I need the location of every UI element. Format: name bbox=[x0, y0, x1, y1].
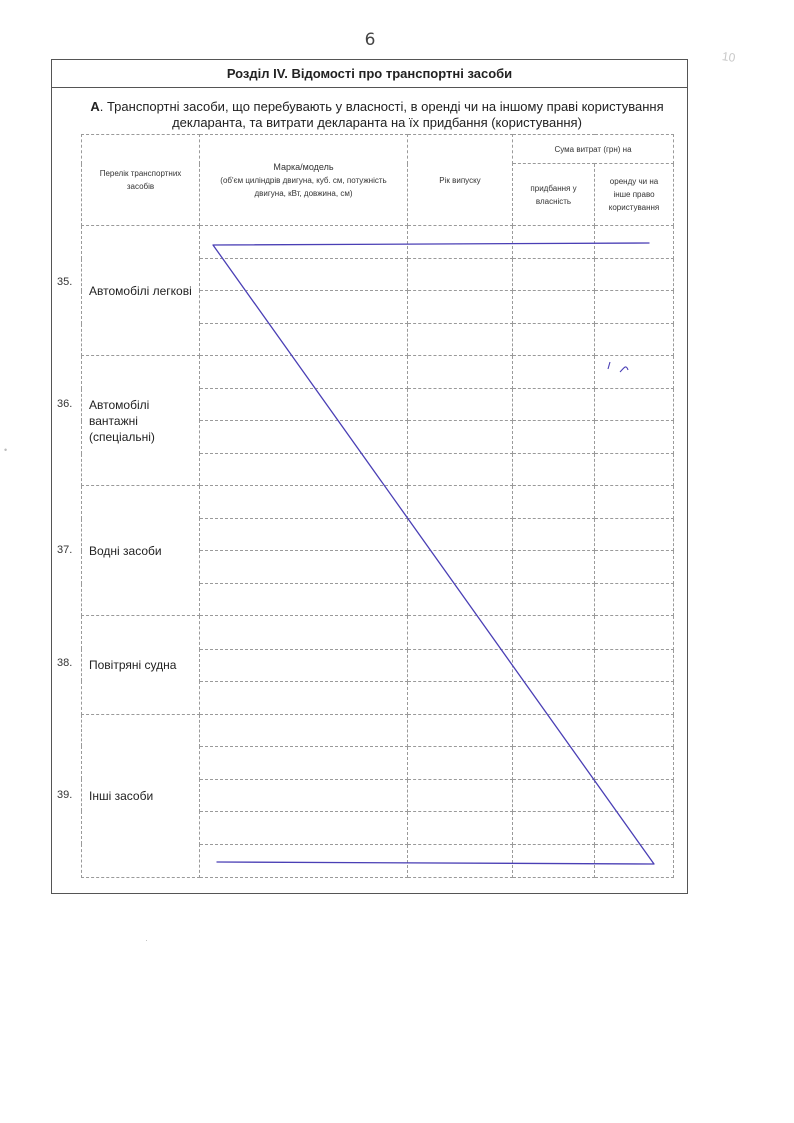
category-cars: Автомобілі легкові bbox=[82, 226, 200, 356]
header-rent: оренду чи на інше право користування bbox=[595, 164, 674, 226]
subsection-letter: А bbox=[90, 99, 100, 114]
row-number-36: 36. bbox=[57, 398, 73, 410]
header-vehicle-list: Перелік транспортних засобів bbox=[82, 135, 200, 226]
subsection-text: . Транспортні засоби, що перебувають у власності, в оренді чи на іншому праві користування декларанта, та витрати декларанта на їх придбання (користування) bbox=[99, 99, 664, 130]
header-year: Рік випуску bbox=[408, 135, 513, 226]
category-aircraft: Повітряні судна bbox=[82, 616, 200, 714]
category-water-vehicles: Водні засоби bbox=[82, 486, 200, 616]
page-number: 6 bbox=[364, 30, 376, 50]
ink-z-line bbox=[213, 243, 654, 864]
category-other-vehicles: Інші засоби bbox=[82, 714, 200, 877]
row-number-39: 39. bbox=[57, 789, 73, 801]
scan-artifact: · bbox=[145, 935, 148, 945]
ink-mark bbox=[608, 362, 628, 372]
scan-artifact: • bbox=[4, 445, 8, 455]
row-number-35: 35. bbox=[57, 276, 73, 288]
header-purchase: придбання у власність bbox=[513, 164, 595, 226]
category-trucks: Автомобілі вантажні (спеціальні) bbox=[82, 356, 200, 486]
handwritten-margin-mark: 10 bbox=[721, 49, 737, 65]
section-title: Розділ IV. Відомості про транспортні засоби bbox=[52, 60, 687, 88]
row-number-38: 38. bbox=[57, 657, 73, 669]
header-expenses: Сума витрат (грн) на bbox=[513, 135, 674, 164]
header-model-note: (об'єм циліндрів двигуна, куб. см, потужність двигуна, кВт, довжина, см) bbox=[220, 175, 387, 198]
row-number-37: 37. bbox=[57, 544, 73, 556]
header-model-title: Марка/модель bbox=[273, 161, 334, 172]
